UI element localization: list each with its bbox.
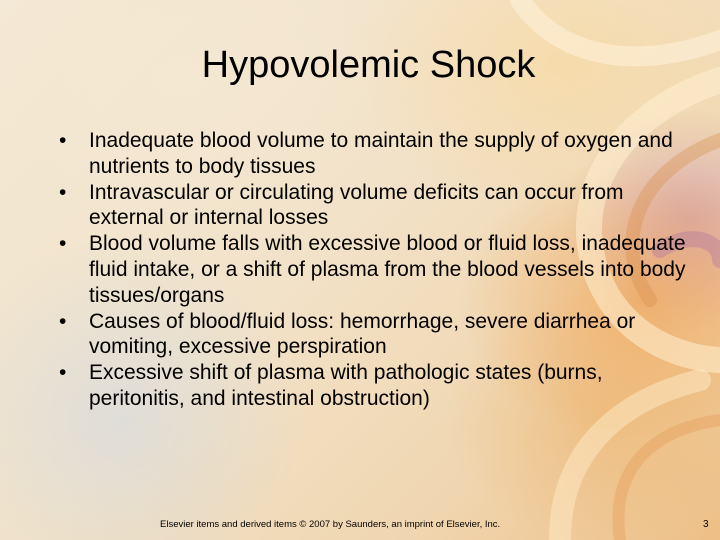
bullet-text: Inadequate blood volume to maintain the supply of oxygen and nutrients to body tissues	[89, 129, 673, 178]
bullet-text: Excessive shift of plasma with pathologic states (burns, peritonitis, and intestinal obstruction)	[89, 361, 603, 410]
bullet-marker: •	[59, 232, 67, 256]
bullet-list	[59, 128, 699, 412]
slide-title: Hypovolemic Shock	[201, 44, 536, 86]
bullet-marker: •	[59, 361, 67, 385]
bullet-item	[59, 128, 699, 180]
bullet-item	[59, 180, 699, 232]
bullet-marker: •	[59, 180, 67, 204]
page-number: 3	[703, 519, 709, 530]
bullet-text: Intravascular or circulating volume deficits can occur from external or internal losses	[89, 180, 624, 230]
bullet-item	[59, 360, 699, 412]
bullet-marker: •	[59, 309, 67, 333]
bullet-text: Causes of blood/fluid loss: hemorrhage, severe diarrhea or vomiting, excessive perspiration	[89, 309, 636, 359]
bullet-text: Blood volume falls with excessive blood or fluid loss, inadequate fluid intake, or a shift of plasma from the blood vessels into body tissues/organs	[89, 232, 686, 307]
bullet-marker: •	[59, 129, 67, 152]
bullet-item	[59, 231, 699, 308]
copyright-footer: Elsevier items and derived items © 2007 by Saunders, an imprint of Elsevier, Inc.	[160, 519, 501, 530]
bullet-item	[59, 309, 699, 361]
